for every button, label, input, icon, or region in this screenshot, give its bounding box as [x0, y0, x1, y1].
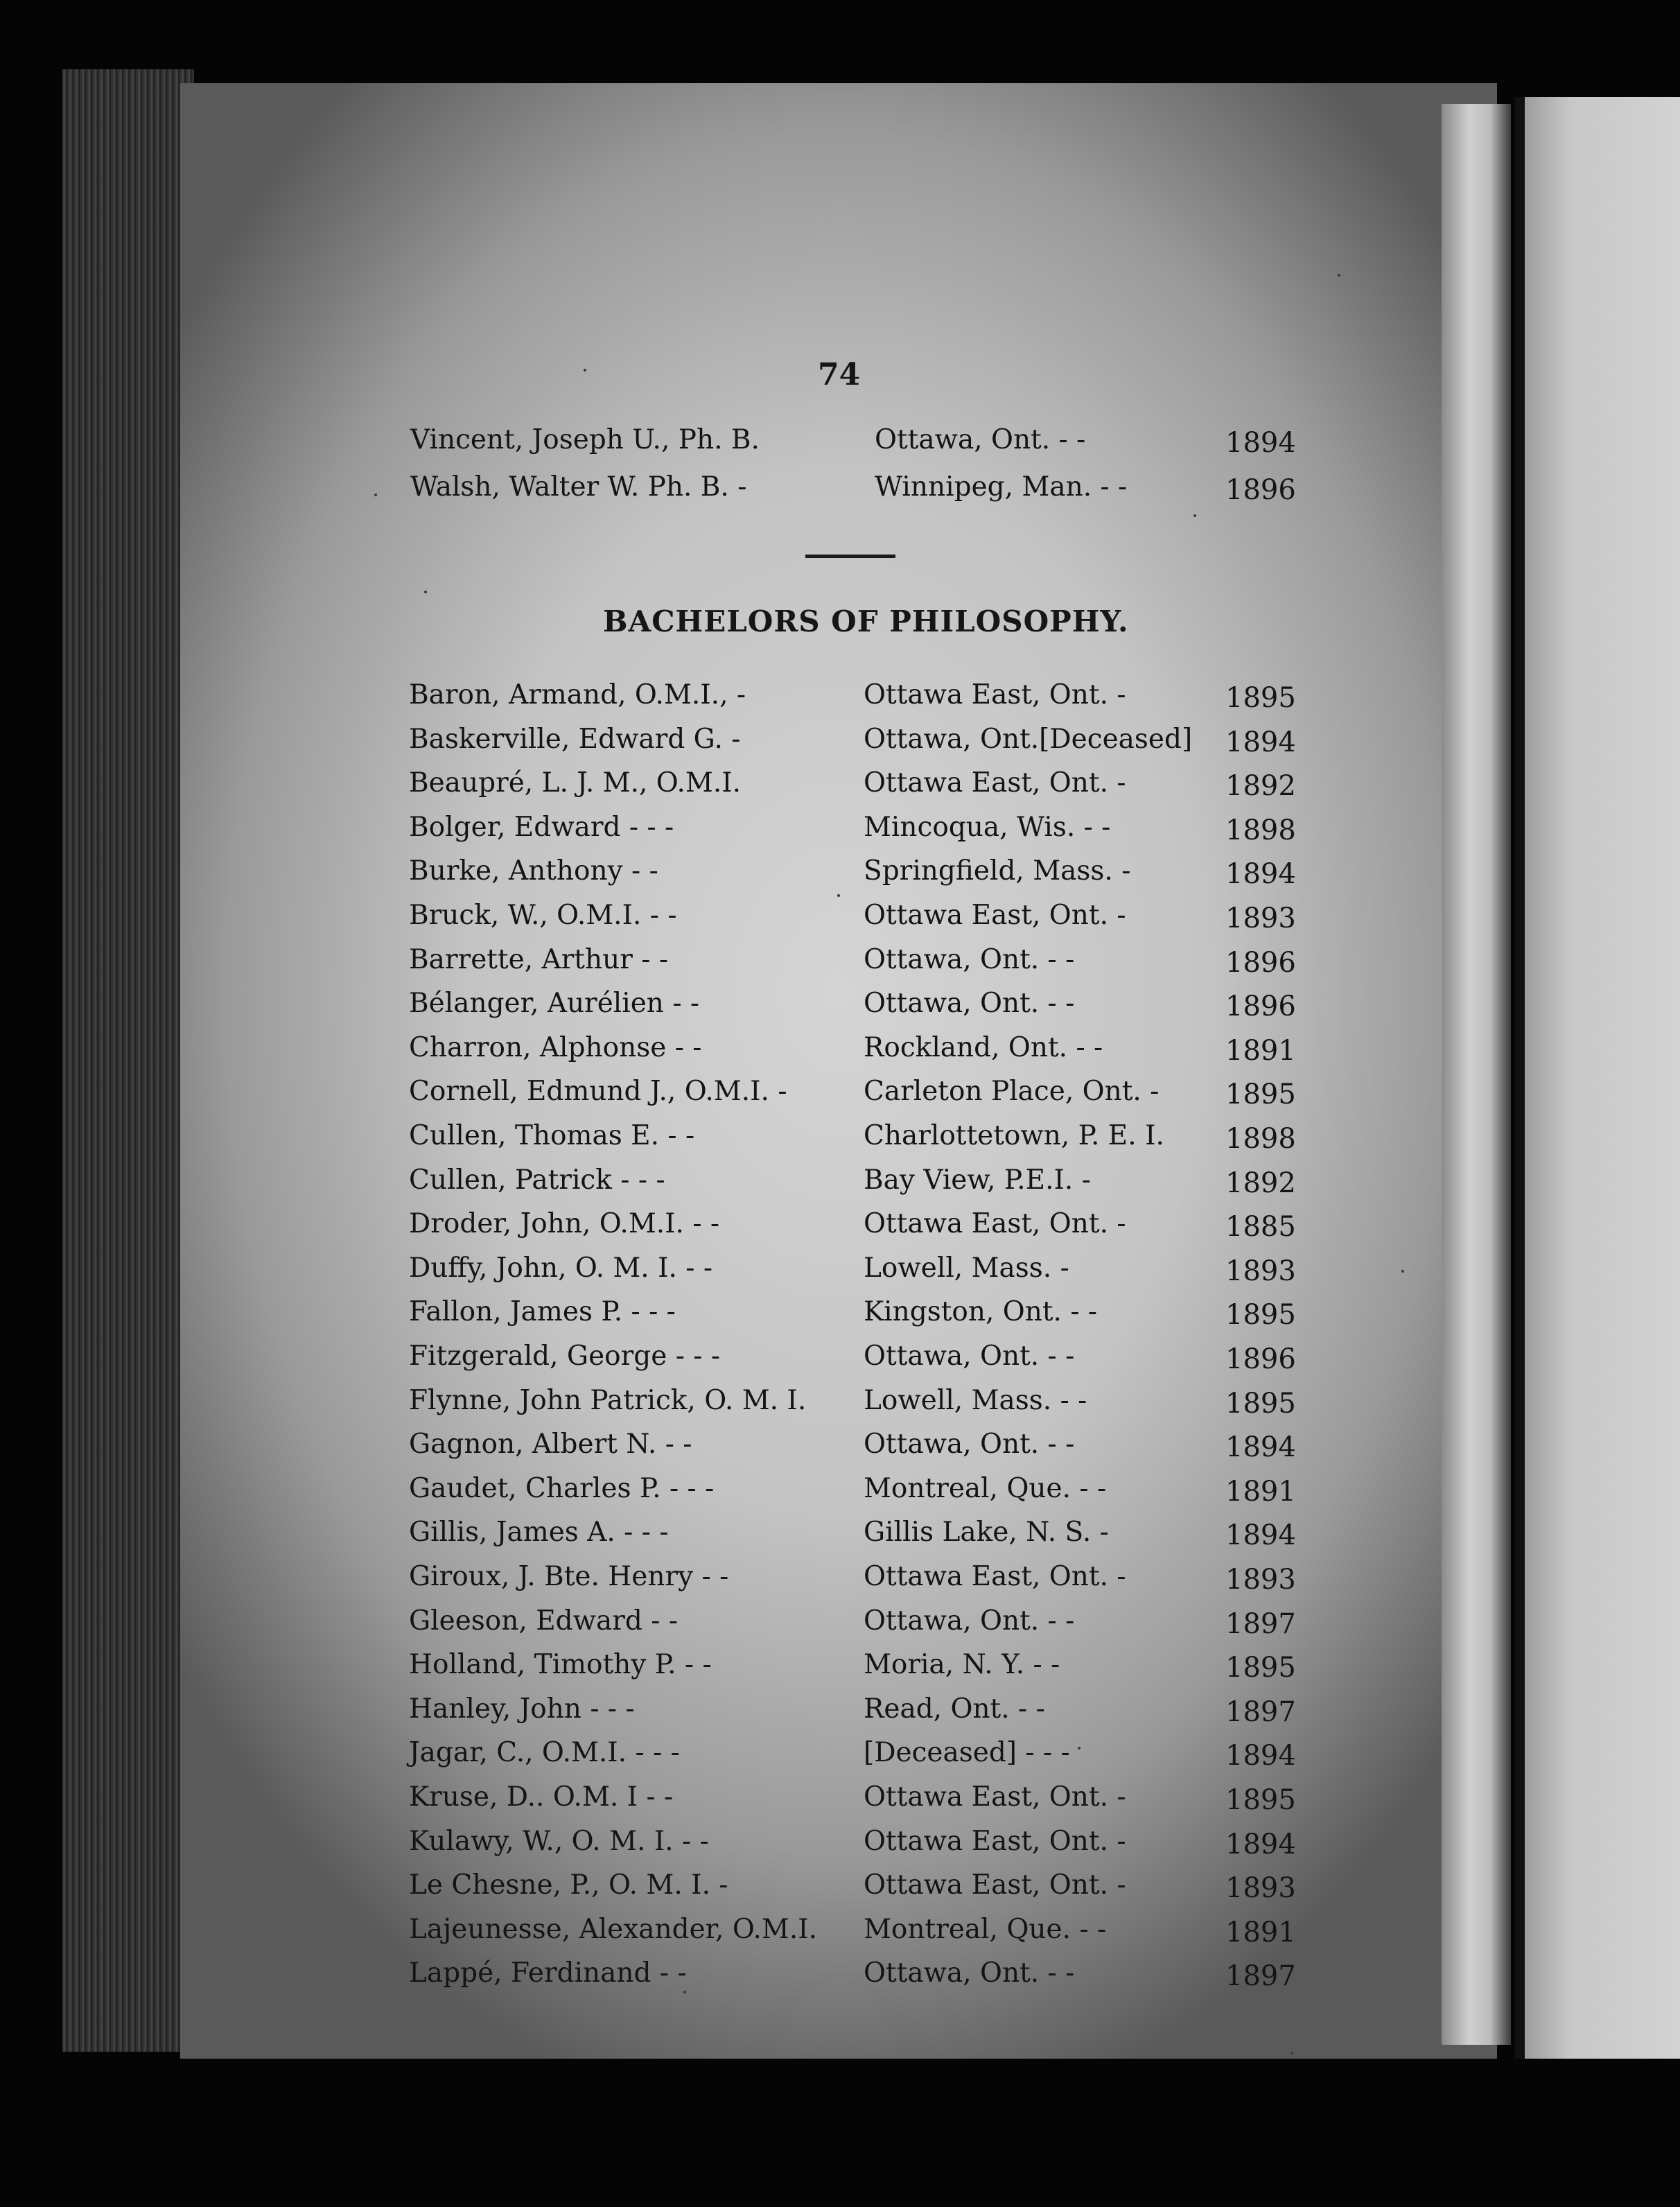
- entry-name: Kulawy, W., O. M. I. - -: [409, 1825, 709, 1857]
- entry-name: Kruse, D.. O.M. I - -: [409, 1781, 674, 1813]
- entry-year: 1893: [1225, 1564, 1296, 1596]
- entry-year: 1893: [1225, 1872, 1296, 1905]
- entry-place: Kingston, Ont. - -: [864, 1296, 1098, 1328]
- entry-row: [409, 767, 1302, 805]
- entry-row: [409, 812, 1302, 849]
- entry-row: [409, 1649, 1302, 1686]
- entry-place: [Deceased] - - -: [864, 1737, 1070, 1769]
- entry-year: 1894: [1225, 858, 1296, 891]
- entry-name: Gleeson, Edward - -: [409, 1605, 679, 1637]
- entry-year: 1891: [1225, 1034, 1296, 1067]
- entry-place: Ottawa East, Ont. -: [864, 1208, 1126, 1240]
- entry-place: Montreal, Que. - -: [864, 1913, 1107, 1945]
- page-number: 74: [818, 357, 861, 392]
- entry-row: [409, 1693, 1302, 1731]
- entry-row: [409, 855, 1302, 893]
- entry-row: [410, 424, 1302, 462]
- entry-row: [409, 1737, 1302, 1774]
- entry-name: Beaupré, L. J. M., O.M.I.: [409, 767, 742, 799]
- entry-year: 1893: [1225, 1255, 1296, 1287]
- entry-year: 1891: [1225, 1916, 1296, 1948]
- entry-place: Ottawa East, Ont. -: [864, 767, 1126, 799]
- entry-name: Gagnon, Albert N. - -: [409, 1429, 692, 1460]
- entry-row: [409, 1473, 1302, 1510]
- entry-place: Carleton Place, Ont. -: [864, 1076, 1160, 1108]
- entry-place: Ottawa, Ont. - -: [875, 424, 1086, 455]
- entry-place: Moria, N. Y. - -: [864, 1649, 1060, 1681]
- entry-name: Giroux, J. Bte. Henry - -: [409, 1561, 729, 1592]
- section-divider-rule: [805, 555, 895, 558]
- entry-name: Jagar, C., O.M.I. - - -: [409, 1737, 680, 1769]
- entry-place: Bay View, P.E.I. -: [864, 1164, 1091, 1196]
- entry-year: 1894: [1225, 726, 1296, 758]
- entry-name: Duffy, John, O. M. I. - -: [409, 1252, 713, 1284]
- entry-place: Rockland, Ont. - -: [864, 1031, 1103, 1063]
- entry-row: [409, 1781, 1302, 1819]
- entry-name: Bruck, W., O.M.I. - -: [409, 900, 677, 931]
- entry-place: Ottawa, Ont. - -: [864, 1341, 1075, 1372]
- entry-name: Burke, Anthony - -: [409, 855, 658, 887]
- entry-name: Hanley, John - - -: [409, 1693, 635, 1725]
- entry-place: Ottawa East, Ont. -: [864, 1869, 1126, 1901]
- section-heading: BACHELORS OF PHILOSOPHY.: [603, 604, 1129, 638]
- entry-year: 1895: [1225, 1079, 1296, 1111]
- entry-year: 1897: [1225, 1960, 1296, 1993]
- entry-name: Cullen, Thomas E. - -: [409, 1120, 695, 1151]
- entry-year: 1895: [1225, 1387, 1296, 1420]
- entry-row: [409, 988, 1302, 1025]
- entry-row: [409, 679, 1302, 717]
- entry-place: Ottawa, Ont. - -: [864, 1957, 1075, 1989]
- entry-year: 1896: [1225, 1343, 1296, 1375]
- entry-year: 1895: [1225, 1784, 1296, 1816]
- entry-name: Cullen, Patrick - - -: [409, 1164, 665, 1196]
- entry-year: 1894: [1225, 1519, 1296, 1552]
- entry-row: [410, 471, 1302, 509]
- entry-place: Ottawa, Ont. - -: [864, 1605, 1075, 1637]
- entry-row: [409, 1561, 1302, 1598]
- entry-year: 1892: [1225, 1167, 1296, 1199]
- entry-year: 1897: [1225, 1695, 1296, 1728]
- book-gutter: [1442, 104, 1511, 2045]
- entry-year: 1898: [1225, 1123, 1296, 1155]
- entry-place: Ottawa, Ont.[Deceased]: [864, 723, 1193, 755]
- entry-name: Baron, Armand, O.M.I., -: [409, 679, 746, 710]
- entry-name: Bélanger, Aurélien - -: [409, 988, 700, 1020]
- entry-row: [409, 1253, 1302, 1290]
- entry-place: Ottawa, Ont. - -: [864, 988, 1075, 1020]
- entry-name: Droder, John, O.M.I. - -: [409, 1208, 720, 1240]
- entry-name: Vincent, Joseph U., Ph. B.: [410, 424, 760, 455]
- entry-year: 1894: [1225, 427, 1296, 459]
- entry-row: [409, 1164, 1302, 1202]
- entry-name: Barrette, Arthur - -: [409, 943, 669, 975]
- entry-year: 1893: [1225, 902, 1296, 934]
- entry-row: [409, 1385, 1302, 1422]
- entry-row: [409, 1208, 1302, 1246]
- entry-name: Lajeunesse, Alexander, O.M.I.: [409, 1913, 818, 1945]
- entry-name: Flynne, John Patrick, O. M. I.: [409, 1384, 807, 1416]
- entry-year: 1898: [1225, 814, 1296, 846]
- entry-name: Bolger, Edward - - -: [409, 811, 674, 843]
- entry-place: Mincoqua, Wis. - -: [864, 811, 1111, 843]
- entry-year: 1896: [1225, 991, 1296, 1023]
- entry-place: Lowell, Mass. - -: [864, 1384, 1087, 1416]
- page-divider: [1515, 97, 1525, 2059]
- page-edges: [62, 69, 194, 2052]
- entry-place: Ottawa East, Ont. -: [864, 1561, 1126, 1592]
- entry-place: Winnipeg, Man. - -: [875, 471, 1128, 503]
- entry-year: 1895: [1225, 1652, 1296, 1684]
- entry-year: 1895: [1225, 682, 1296, 714]
- entry-place: Springfield, Mass. -: [864, 855, 1131, 887]
- entry-name: Gillis, James A. - - -: [409, 1517, 669, 1549]
- entry-year: 1895: [1225, 1299, 1296, 1332]
- entry-name: Lappé, Ferdinand - -: [409, 1957, 687, 1989]
- entry-place: Lowell, Mass. -: [864, 1252, 1069, 1284]
- entry-row: [409, 1914, 1302, 1951]
- entry-row: [409, 1517, 1302, 1554]
- entry-place: Montreal, Que. - -: [864, 1472, 1107, 1504]
- entry-row: [409, 1605, 1302, 1643]
- entry-place: Read, Ont. - -: [864, 1693, 1045, 1725]
- entry-place: Ottawa East, Ont. -: [864, 900, 1126, 931]
- entry-year: 1885: [1225, 1211, 1296, 1244]
- entry-row: [409, 1120, 1302, 1158]
- entry-year: 1894: [1225, 1431, 1296, 1464]
- entry-row: [409, 1826, 1302, 1863]
- entry-row: [409, 944, 1302, 982]
- entry-year: 1896: [1225, 474, 1296, 506]
- facing-page: [1525, 97, 1680, 2059]
- entry-row: [409, 1429, 1302, 1466]
- entry-row: [409, 900, 1302, 937]
- entry-year: 1896: [1225, 946, 1296, 979]
- entry-year: 1891: [1225, 1475, 1296, 1508]
- entry-place: Ottawa East, Ont. -: [864, 679, 1126, 710]
- entry-name: Fallon, James P. - - -: [409, 1296, 676, 1328]
- entry-name: Le Chesne, P., O. M. I. -: [409, 1869, 728, 1901]
- entry-place: Ottawa, Ont. - -: [864, 1429, 1075, 1460]
- entry-name: Gaudet, Charles P. - - -: [409, 1472, 715, 1504]
- entry-year: 1894: [1225, 1828, 1296, 1860]
- entry-name: Holland, Timothy P. - -: [409, 1649, 712, 1681]
- entry-row: [409, 1869, 1302, 1907]
- entry-place: Ottawa East, Ont. -: [864, 1825, 1126, 1857]
- entry-row: [409, 1957, 1302, 1995]
- entry-name: Baskerville, Edward G. -: [409, 723, 741, 755]
- entry-row: [409, 724, 1302, 761]
- entry-row: [409, 1032, 1302, 1070]
- entry-year: 1892: [1225, 770, 1296, 803]
- entry-year: 1897: [1225, 1607, 1296, 1640]
- entry-name: Charron, Alphonse - -: [409, 1031, 702, 1063]
- entry-year: 1894: [1225, 1740, 1296, 1772]
- entry-place: Gillis Lake, N. S. -: [864, 1517, 1109, 1549]
- entry-name: Fitzgerald, George - - -: [409, 1341, 721, 1372]
- entry-row: [409, 1296, 1302, 1334]
- entry-name: Cornell, Edmund J., O.M.I. -: [409, 1076, 787, 1108]
- entry-place: Ottawa, Ont. - -: [864, 943, 1075, 975]
- entry-place: Ottawa East, Ont. -: [864, 1781, 1126, 1813]
- entry-row: [409, 1341, 1302, 1378]
- entry-place: Charlottetown, P. E. I.: [864, 1120, 1164, 1151]
- entry-name: Walsh, Walter W. Ph. B. -: [410, 471, 747, 503]
- entry-row: [409, 1076, 1302, 1113]
